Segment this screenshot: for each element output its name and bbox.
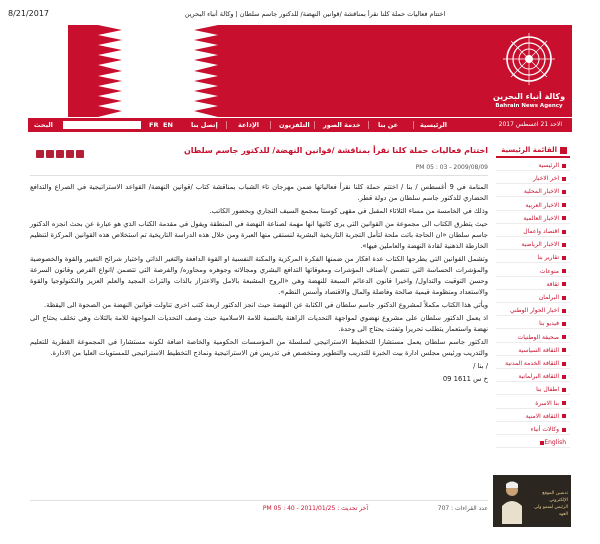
sidebar-item-label: صحيفة الوطنيات <box>517 333 559 341</box>
sidebar-menu <box>496 142 570 462</box>
article-date: PM 05 : 03 - 2009/08/09 <box>415 164 488 171</box>
portrait-icon <box>499 480 525 524</box>
sidebar-item-label: بنا الاسرة <box>535 399 559 407</box>
sidebar-item-label: الرئيسية <box>538 162 559 169</box>
bullet-icon <box>562 164 566 168</box>
print-icon[interactable] <box>36 150 44 158</box>
sidebar-item[interactable] <box>496 252 570 263</box>
print-date: 8/21/2017 <box>8 9 50 18</box>
sidebar-item[interactable] <box>496 345 570 356</box>
article-content <box>30 142 488 542</box>
bullet-icon <box>562 282 566 286</box>
nav-contact[interactable]: إتصل بنا <box>191 121 218 129</box>
email-icon[interactable] <box>46 150 54 158</box>
sidebar-item[interactable] <box>496 358 570 369</box>
sidebar-item[interactable] <box>496 424 570 435</box>
sidebar-item-label: البرلمان <box>538 294 559 301</box>
main-nav-bar <box>28 118 572 132</box>
font-decrease-icon[interactable] <box>66 150 74 158</box>
search-input[interactable] <box>63 121 141 129</box>
sidebar-item-label: اخبار الحوار الوطني <box>510 307 559 315</box>
logo-arabic-name: وكالة أنباء البحرين <box>492 92 566 101</box>
sidebar-item[interactable] <box>496 437 570 448</box>
bna-logo[interactable] <box>489 29 569 113</box>
nav-separator <box>314 121 315 129</box>
article-paragraph: المنامة في 9 أغسطس / بنا / اختتم حملة كلنا نقرأ فعالياتها ضمن مهرجان تاء الشباب بمناقشة كتاب /قوانين النهضة/ القواعد الاستراتيجية في الصراع والتدافع الحضاري للدكتور جاسم سلطان من دولة قطر. <box>30 183 488 202</box>
bullet-icon <box>562 362 566 366</box>
sidebar-item[interactable] <box>496 279 570 290</box>
sidebar-item[interactable] <box>496 371 570 382</box>
bullet-icon <box>562 322 566 326</box>
logo-english-name: Bahrain News Agency <box>495 103 563 109</box>
search-button[interactable]: البحث <box>34 121 53 129</box>
nav-television[interactable]: التلفزيون <box>279 121 310 129</box>
promo-line-1: تدشين الموقع الإلكتروني <box>542 491 568 503</box>
sidebar-item-label: تقارير بنا <box>537 254 559 262</box>
sidebar-item-label: الثقافة البرلمانية <box>518 373 559 381</box>
sidebar-item-label: English <box>544 439 566 447</box>
sidebar-item[interactable] <box>496 200 570 211</box>
article-paragraph: الدكتور جاسم سلطان يعمل مستشارا للتخطيط الاستراتيجي لسلسلة من المؤسسات الحكومية والخاصة اضافة لكونه مستشارا في المجموعة القطرية للتعليم والتدريب ورئيس مجلس ادارة بيت الخبرة للتدريب والتطوير ومتخصص في تدريس فن الاستراتيجية ونماذج التخطيط الاستراتيجي للمستويات العليا من الادارة. <box>30 338 488 357</box>
nav-separator <box>413 121 414 129</box>
sidebar-item[interactable] <box>496 266 570 277</box>
sidebar-item[interactable] <box>496 173 570 184</box>
sidebar-item[interactable] <box>496 318 570 329</box>
sidebar-item-label: اقتصاد واعمال <box>523 228 559 235</box>
sidebar-item-label: الاخبار الرياضية <box>521 241 559 249</box>
bullet-icon <box>562 375 566 379</box>
bullet-icon <box>562 177 566 181</box>
article-paragraph: وذلك في الخامسة من مساء الثلاثاء المقبل في مقهى كوستا بمجمع السيف التجاري وبحضور الكاتب. <box>209 207 488 215</box>
sidebar-item-label: اخر الاخبار <box>533 175 559 183</box>
promo-line-2: الرئيس لسمو ولي العهد <box>534 505 568 517</box>
sidebar-item[interactable] <box>496 226 570 237</box>
nav-radio[interactable]: الإذاعة <box>238 121 260 129</box>
nav-separator <box>270 121 271 129</box>
sidebar-item-label: منوعات <box>539 267 559 275</box>
bullet-icon <box>562 230 566 234</box>
sidebar-item[interactable] <box>496 160 570 171</box>
bullet-icon <box>562 414 566 418</box>
banner-band <box>68 25 98 117</box>
nav-about[interactable]: عن بنا <box>378 121 399 129</box>
read-count: عدد القراءات : 707 <box>437 505 488 512</box>
bullet-icon <box>562 335 566 339</box>
crown-prince-site-promo[interactable] <box>493 475 571 527</box>
nav-separator <box>226 121 227 129</box>
share-icon[interactable] <box>76 150 84 158</box>
heading-square-icon <box>560 147 567 154</box>
bullet-icon <box>562 269 566 273</box>
article-paragraph: اذ يعمل الدكتور سلطان على مشروع نهضوي لمواجهة التحديات الراهنة بالنسبة للامة الاسلامية حيث وصف التحديات المواجهة للامة بالثلاث وهي تخلف يحتاج الى نهضة واستعمار يتطلب تحريرا وتفتت يحتاج الى وحدة. <box>30 314 488 333</box>
sidebar-item[interactable] <box>496 292 570 303</box>
sidebar-item-label: الثقافة السياسية <box>518 346 559 354</box>
bullet-icon <box>562 388 566 392</box>
article-footer <box>30 500 488 515</box>
sidebar-item[interactable] <box>496 398 570 409</box>
last-updated: PM 05 : 40 - 2011/01/25 : آخر تحديث <box>262 505 368 512</box>
sidebar-item[interactable] <box>496 332 570 343</box>
current-date: الاحد 21 اغسطس 2017 <box>498 121 562 128</box>
sidebar-item-label: الثقافة الخدمة المدنية <box>505 360 559 367</box>
bullet-icon <box>562 296 566 300</box>
sidebar-item[interactable] <box>496 213 570 224</box>
promo-caption <box>524 490 568 518</box>
bullet-icon <box>562 203 566 207</box>
bullet-icon <box>562 243 566 247</box>
bullet-icon <box>562 309 566 313</box>
bna-emblem-icon <box>489 29 569 89</box>
site-header <box>28 25 572 117</box>
sidebar-item[interactable] <box>496 239 570 250</box>
bullet-icon <box>562 348 566 352</box>
nav-photo-service[interactable]: خدمة الصور <box>323 121 361 129</box>
nav-separator <box>368 121 369 129</box>
sidebar-item[interactable] <box>496 305 570 316</box>
article-body <box>30 182 488 387</box>
print-page-title: اختتام فعاليات حملة كلنا نقرأ بمناقشة /قوانين النهضة/ للدكتور جاسم سلطان | وكالة أنباء البحرين <box>184 10 446 18</box>
bullet-icon <box>562 190 566 194</box>
font-increase-icon[interactable] <box>56 150 64 158</box>
sidebar-item-label: ثقافة <box>546 280 559 288</box>
lang-fr-link[interactable]: FR <box>149 121 159 129</box>
sidebar-item-label: اطفال بنا <box>536 386 559 394</box>
lang-en-link[interactable]: EN <box>163 121 173 129</box>
sidebar-item-label: الثقافة الامنية <box>525 412 559 420</box>
nav-home[interactable]: الرئيسية <box>420 121 448 129</box>
sidebar-item-label: وكالات أنباء <box>530 426 559 433</box>
bullet-icon <box>562 256 566 260</box>
flag-serration-left <box>98 25 122 117</box>
bullet-icon <box>562 428 566 432</box>
sidebar-item[interactable] <box>496 384 570 395</box>
bullet-icon <box>562 216 566 220</box>
sidebar-heading <box>496 142 570 158</box>
article-paragraph: حيث يتطرق الكتاب الى مجموعة من القوانين التي يرى كاتبها انها مهمة لصناعة النهضة في المنطقة ويقول في مقدمة الكتاب الذي هو عبارة عن بحث انجزه الدكتور جاسم سلطان «ان الحاجة باتت ملحة لتأمل التجربة التاريخية البشرية لنستقي منها العبرة ومن خلال هذه الدراسة التاريخية تم استخلاص هذه القوانين المركزة لتنظيم الخارطة الذهنية لقادة النهضة والعاملين فيها». <box>30 220 488 250</box>
article-paragraph: وتشمل القوانين التي يطرحها الكتاب عدة افكار من ضمنها الفكرة المركزية والمكنة النفسية او القوة الدافعة والتغير الذاتي واختيار شرائح التغيير والقوة والخصوصية والمؤشرات الحساسة التي تتضمن /أصناف المؤشرات ومعوقاتها التدافع البشري ومجالاته وجوهره ومحاوره/ والفرصة التي تتضمن /انواع الفرص وقانون السرعة وحسن التوقيت والتداول/ واخيرا قانون الدعائم السبعة للنهضة وهي «الروح المشبعة بالامل والاعتزاز بالذات والتراث المجيد والعلم العزيز والتكنولوجيا والقوة والاستعداد ومنظومة قيمية صالحة وفاضلة والمال والاقتصاد وأسس النظم». <box>30 255 488 296</box>
bullet-icon <box>562 401 566 405</box>
sidebar-item-label: الاخبار العربية <box>525 201 559 209</box>
article-title: اختتام فعاليات حملة كلنا نقرأ بمناقشة /قوانين النهضة/ للدكتور جاسم سلطان <box>183 146 488 155</box>
sidebar-item-label: الاخبار العالمية <box>523 214 559 222</box>
sidebar-item-label: الاخبار المحلية <box>523 188 559 196</box>
article-paragraph: ويأتي هذا الكتاب مكملاً لمشروع الدكتور جاسم سلطان في الكتابة عن النهضة حيث انجز الدكتور اربعة كتب اخرى تناولت قوانين النهضة من الصحوة الى اليقظة. <box>44 301 488 309</box>
flag-serration-right <box>194 25 218 117</box>
sidebar-heading-label: القائمة الرئيسية <box>501 146 557 154</box>
divider <box>30 175 488 176</box>
sidebar-item[interactable] <box>496 411 570 422</box>
sidebar-item-label: فيديو بنا <box>539 320 559 328</box>
article-paragraph: خ س 1611 09 <box>442 375 488 383</box>
article-paragraph: / بنا / <box>473 362 488 370</box>
sidebar-item[interactable] <box>496 186 570 197</box>
